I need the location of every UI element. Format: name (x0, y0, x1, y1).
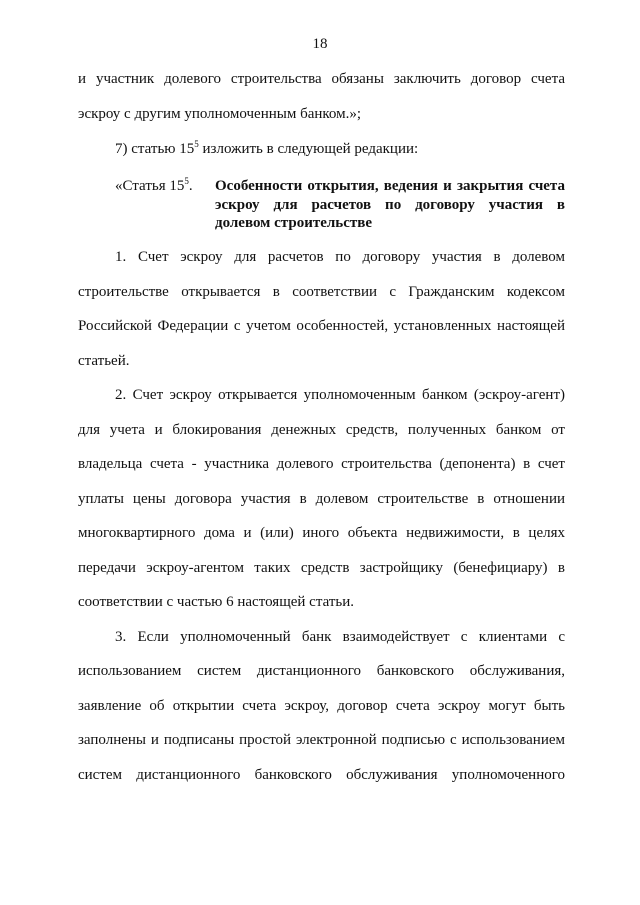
article-title-line: эскроу для расчетов по договору участия в (215, 197, 565, 213)
paragraph-2-line: уплаты цены договора участия в долевом строительстве в отношении (78, 491, 565, 507)
paragraph-3-line: систем дистанционного банковского обслуживания уполномоченного (78, 767, 565, 783)
paragraph-2-line: 2. Счет эскроу открывается уполномоченным банком (эскроу-агент) (115, 387, 565, 403)
paragraph-1-line: 1. Счет эскроу для расчетов по договору участия в долевом (115, 249, 565, 265)
paragraph-1-line: строительстве открывается в соответствии с Гражданским кодексом (78, 284, 565, 300)
text-line-amendment (115, 140, 565, 158)
page-number: 18 (312, 36, 328, 52)
paragraph-2-line: для учета и блокирования денежных средств, полученных банком от (78, 422, 565, 438)
paragraph-3-line: заявление об открытии счета эскроу, договор счета эскроу могут быть (78, 698, 565, 714)
text-fragment: «Статья 15 (115, 178, 185, 194)
paragraph-2-line: передачи эскроу-агентом таких средств застройщику (бенефициару) в (78, 560, 565, 576)
article-title-line: Особенности открытия, ведения и закрытия счета (215, 178, 565, 194)
superscript: 5 (184, 176, 189, 186)
paragraph-3-line: 3. Если уполномоченный банк взаимодействует с клиентами с (115, 629, 565, 645)
superscript: 5 (194, 139, 199, 149)
paragraph-2-line: владельца счета - участника долевого строительства (депонента) в счет (78, 456, 565, 472)
text-fragment: изложить в следующей редакции: (198, 141, 419, 157)
text-line: и участник долевого строительства обязаны заключить договор счета (78, 71, 565, 87)
text-fragment: . (188, 178, 193, 194)
article-title-line: долевом строительстве (215, 215, 372, 231)
article-label (115, 177, 193, 195)
paragraph-3-line: заполнены и подписаны простой электронной подписью с использованием (78, 732, 565, 748)
paragraph-1-line: статьей. (78, 353, 130, 369)
text-line: эскроу с другим уполномоченным банком.»; (78, 106, 362, 122)
paragraph-3-line: использованием систем дистанционного банковского обслуживания, (78, 663, 565, 679)
paragraph-1-line: Российской Федерации с учетом особенностей, установленных настоящей (78, 318, 565, 334)
text-fragment: 7) статью 15 (115, 141, 195, 157)
paragraph-2-line: соответствии с частью 6 настоящей статьи. (78, 594, 355, 610)
paragraph-2-line: многоквартирного дома и (или) иного объекта недвижимости, в целях (78, 525, 565, 541)
